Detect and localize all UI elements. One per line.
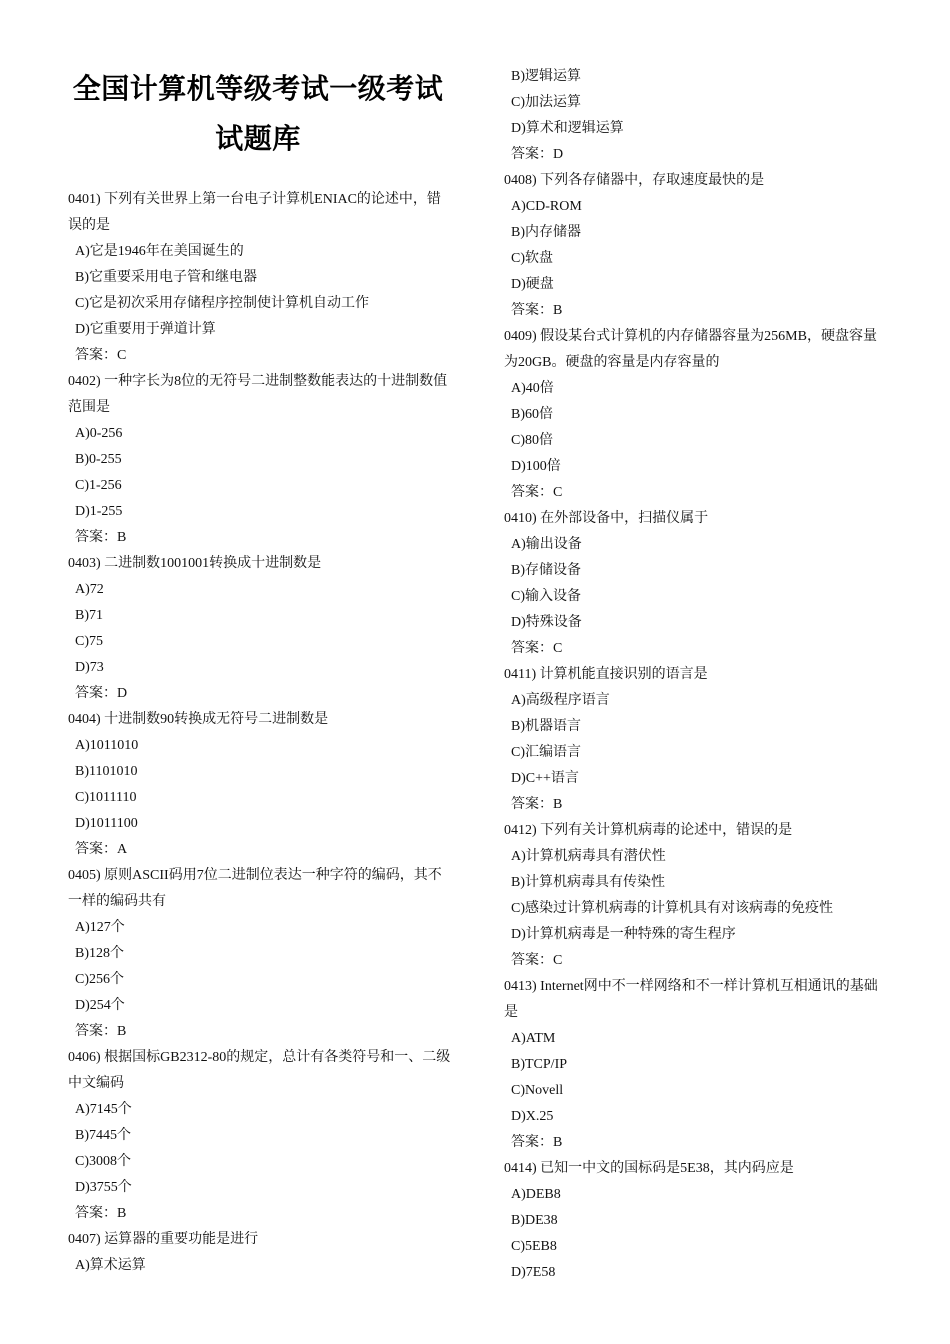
answer-option: C)256个 [75,972,124,987]
answer-key: 答案：B [75,530,127,545]
answer-option: A)1011010 [75,738,139,753]
answer-option: A)输出设备 [511,537,582,552]
question-text: 0403) 二进制数1001001转换成十进制数是 [68,556,322,571]
answer-option: D)它重要用于弹道计算 [75,322,216,337]
answer-key: 答案：B [511,303,563,318]
answer-option: D)7E58 [511,1265,556,1280]
question-text: 0409) 假设某台式计算机的内存储器容量为256MB，硬盘容量为20GB。硬盘的容量是内存容量的 [504,329,877,370]
answer-option: A)高级程序语言 [511,693,610,708]
answer-option: D)X.25 [511,1109,554,1124]
answer-option: D)1011100 [75,816,138,831]
answer-option: C)3008个 [75,1154,131,1169]
question-text: 0414) 已知一中文的国标码是5E38，其内码应是 [504,1161,794,1176]
answer-key: 答案：C [511,485,563,500]
answer-option: B)71 [75,608,103,623]
question-text: 0406) 根据国标GB2312-80的规定，总计有各类符号和一、二级中文编码 [68,1050,451,1091]
question-text: 0405) 原则ASCII码用7位二进制位表达一种字符的编码，其不一样的编码共有 [68,868,442,909]
answer-option: B)逻辑运算 [511,69,581,84]
answer-option: C)输入设备 [511,589,581,604]
answer-option: D)3755个 [75,1180,132,1195]
answer-option: C)感染过计算机病毒的计算机具有对该病毒的免疫性 [511,901,833,916]
answer-option: B)60倍 [511,407,553,422]
answer-option: A)DEB8 [511,1187,561,1202]
answer-key: 答案：D [75,686,128,701]
answer-option: C)75 [75,634,103,649]
answer-option: C)1-256 [75,478,122,493]
left-column [68,187,453,1279]
question-text: 0413) Internet网中不一样网络和不一样计算机互相通讯的基础是 [504,979,878,1020]
answer-option: B)机器语言 [511,719,581,734]
answer-key: 答案：A [75,842,128,857]
answer-key: 答案：B [511,1135,563,1150]
answer-option: D)硬盘 [511,277,554,292]
answer-key: 答案：C [75,348,127,363]
answer-key: 答案：C [511,641,563,656]
answer-option: C)1011110 [75,790,137,805]
question-text: 0408) 下列各存储器中，存取速度最快的是 [504,173,765,188]
answer-option: B)计算机病毒具有传染性 [511,875,665,890]
answer-option: C)80倍 [511,433,553,448]
answer-option: D)算术和逻辑运算 [511,121,624,136]
answer-option: D)73 [75,660,104,675]
answer-key: 答案：C [511,953,563,968]
answer-option: A)CD-ROM [511,199,582,214]
answer-key: 答案：D [511,147,564,162]
question-text: 0404) 十进制数90转换成无符号二进制数是 [68,712,329,727]
answer-option: A)它是1946年在美国诞生的 [75,244,244,259]
answer-option: B)存储设备 [511,563,581,578]
answer-option: D)100倍 [511,459,561,474]
answer-option: A)40倍 [511,381,554,396]
answer-option: D)计算机病毒是一种特殊的寄生程序 [511,927,736,942]
question-text: 0410) 在外部设备中，扫描仪属于 [504,511,709,526]
title-line-1: 全国计算机等级考试一级考试 [72,72,444,105]
answer-option: B)128个 [75,946,124,961]
answer-option: A)ATM [511,1031,556,1046]
document-title [62,64,454,164]
answer-option: D)C++语言 [511,771,579,786]
answer-option: B)1101010 [75,764,138,779]
answer-option: C)Novell [511,1083,564,1098]
answer-option: B)TCP/IP [511,1057,568,1072]
answer-option: D)254个 [75,998,125,1013]
answer-option: C)汇编语言 [511,745,581,760]
answer-option: D)1-255 [75,504,123,519]
answer-option: A)127个 [75,920,125,935]
question-text: 0402) 一种字长为8位的无符号二进制整数能表达的十进制数值范围是 [68,374,448,415]
answer-option: A)7145个 [75,1102,132,1117]
answer-option: A)0-256 [75,426,123,441]
answer-option: C)软盘 [511,251,553,266]
question-text: 0412) 下列有关计算机病毒的论述中，错误的是 [504,823,793,838]
answer-option: B)0-255 [75,452,122,467]
answer-option: B)内存储器 [511,225,581,240]
answer-option: A)算术运算 [75,1258,146,1273]
answer-option: B)DE38 [511,1213,558,1228]
question-text: 0407) 运算器的重要功能是进行 [68,1232,259,1247]
answer-option: C)5EB8 [511,1239,557,1254]
question-text: 0401) 下列有关世界上第一台电子计算机ENIAC的论述中，错误的是 [68,192,441,233]
answer-option: A)计算机病毒具有潜伏性 [511,849,666,864]
answer-key: 答案：B [75,1206,127,1221]
answer-option: C)它是初次采用存储程序控制使计算机自动工作 [75,296,369,311]
title-line-2: 试题库 [215,122,301,155]
question-text: 0411) 计算机能直接识别的语言是 [504,667,708,682]
answer-key: 答案：B [511,797,563,812]
answer-option: B)7445个 [75,1128,131,1143]
answer-option: A)72 [75,582,104,597]
answer-key: 答案：B [75,1024,127,1039]
answer-option: B)它重要采用电子管和继电器 [75,270,257,285]
answer-option: C)加法运算 [511,95,581,110]
answer-option: D)特殊设备 [511,615,582,630]
right-column [504,64,880,1286]
